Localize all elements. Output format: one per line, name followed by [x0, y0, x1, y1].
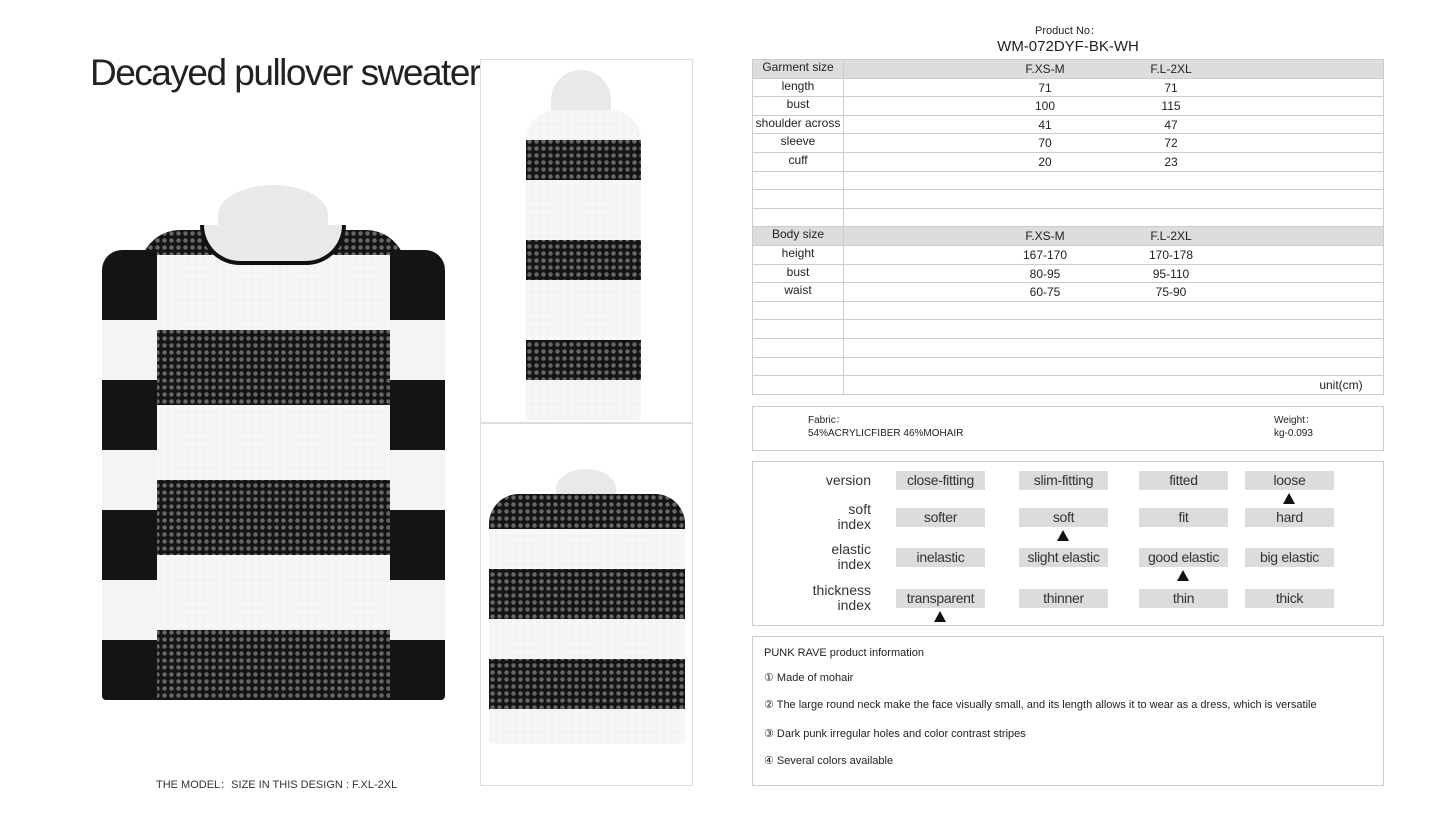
row-label: waist — [753, 283, 844, 302]
size-row — [753, 78, 1384, 97]
info-item: ① Made of mohair — [764, 672, 854, 684]
fabric-label: Fabric： — [808, 415, 846, 426]
sweater-back — [489, 494, 685, 744]
selected-indicator-icon — [1177, 570, 1189, 581]
cell-value: 170-178 — [1148, 247, 1194, 262]
cell-value: 95-110 — [1152, 266, 1190, 281]
info-item: ④ Several colors available — [764, 755, 894, 767]
fit-option: inelastic — [896, 548, 985, 567]
row-values — [844, 245, 1384, 264]
fit-option: loose — [1245, 471, 1334, 490]
row-label: height — [753, 245, 844, 264]
row-values — [844, 376, 1384, 395]
cell-value: 60-75 — [1029, 285, 1061, 300]
fit-row — [753, 541, 1383, 572]
fabric-box — [752, 406, 1384, 451]
row-values — [844, 227, 1384, 246]
garment-size-header — [753, 60, 1384, 79]
row-values — [844, 171, 1384, 190]
sweater-body — [140, 230, 406, 700]
unit-label: unit(cm) — [1319, 378, 1363, 393]
row-label — [753, 208, 844, 227]
fit-label: thickness index — [812, 582, 871, 613]
cell-value: F.L-2XL — [1150, 229, 1192, 244]
product-no-label: Product No： — [1034, 25, 1102, 37]
empty-row — [753, 171, 1384, 190]
row-values — [844, 208, 1384, 227]
row-label — [753, 357, 844, 376]
cell-value: F.XS-M — [1025, 62, 1065, 76]
main-product-photo — [90, 185, 456, 705]
info-title: PUNK RAVE product information — [764, 647, 924, 659]
row-label: length — [753, 78, 844, 97]
size-row — [753, 283, 1384, 302]
sweater-neckline — [200, 225, 346, 265]
row-values — [844, 283, 1384, 302]
cell-value: 71 — [1038, 80, 1052, 95]
fit-option: slight elastic — [1019, 548, 1108, 567]
row-label: bust — [753, 97, 844, 116]
empty-row — [753, 190, 1384, 209]
selected-indicator-icon — [934, 611, 946, 622]
product-no: WM-072DYF-BK-WH — [997, 38, 1139, 55]
fabric-value: 54%ACRYLICFIBER 46%MOHAIR — [808, 428, 964, 439]
weight-label: Weight： — [1274, 415, 1315, 426]
cell-value: 167-170 — [1022, 247, 1068, 262]
cell-value: 71 — [1164, 80, 1178, 95]
fit-option: hard — [1245, 508, 1334, 527]
row-values — [844, 190, 1384, 209]
fit-option: softer — [896, 508, 985, 527]
row-values — [844, 320, 1384, 339]
cell-value: 75-90 — [1155, 285, 1187, 300]
row-label — [753, 338, 844, 357]
row-label: sleeve — [753, 134, 844, 153]
fit-option: transparent — [896, 589, 985, 608]
fit-row — [753, 582, 1383, 613]
fit-row — [753, 471, 1383, 490]
row-values — [844, 301, 1384, 320]
sweater-side — [526, 110, 641, 420]
cell-value: 115 — [1161, 99, 1181, 114]
row-label: cuff — [753, 152, 844, 171]
fit-option: thinner — [1019, 589, 1108, 608]
side-view-photo — [480, 59, 693, 423]
fit-indices-box — [752, 461, 1384, 626]
row-label: shoulder across — [753, 115, 844, 134]
fit-label: elastic index — [831, 541, 871, 572]
info-item: ③ Dark punk irregular holes and color contrast stripes — [764, 728, 1026, 740]
selected-indicator-icon — [1283, 493, 1295, 504]
row-values — [844, 115, 1384, 134]
size-table — [752, 59, 1384, 395]
cell-value: 47 — [1164, 117, 1178, 132]
row-label — [753, 320, 844, 339]
fit-option: big elastic — [1245, 548, 1334, 567]
fit-option: fitted — [1139, 471, 1228, 490]
empty-row — [753, 357, 1384, 376]
row-label — [753, 376, 844, 395]
row-label: bust — [753, 264, 844, 283]
cell-value: 80-95 — [1029, 266, 1061, 281]
fit-label: version — [825, 472, 871, 488]
empty-row — [753, 320, 1384, 339]
product-title: Decayed pullover sweater — [90, 52, 480, 93]
size-row — [753, 245, 1384, 264]
row-values — [844, 78, 1384, 97]
fit-option: fit — [1139, 508, 1228, 527]
sweater-right-sleeve — [390, 250, 445, 700]
cell-value: 100 — [1034, 99, 1056, 114]
cell-value: 41 — [1038, 117, 1052, 132]
empty-row — [753, 208, 1384, 227]
cell-value: F.XS-M — [1025, 229, 1065, 244]
model-size-note: THE MODEL：SIZE IN THIS DESIGN : F.XL-2XL — [156, 779, 398, 791]
back-view-photo — [480, 423, 693, 786]
cell-value: 70 — [1038, 136, 1052, 151]
selected-indicator-icon — [1057, 530, 1069, 541]
unit-row — [753, 376, 1384, 395]
row-values — [844, 97, 1384, 116]
size-row — [753, 134, 1384, 153]
fit-option: soft — [1019, 508, 1108, 527]
empty-row — [753, 301, 1384, 320]
row-label — [753, 301, 844, 320]
cell-value: 72 — [1164, 136, 1178, 151]
row-label — [753, 171, 844, 190]
cell-value: 23 — [1164, 154, 1178, 169]
size-row — [753, 115, 1384, 134]
row-label: Body size — [753, 227, 844, 246]
row-values — [844, 152, 1384, 171]
row-values — [844, 338, 1384, 357]
size-row — [753, 97, 1384, 116]
fit-option: thick — [1245, 589, 1334, 608]
fit-option: close-fitting — [896, 471, 985, 490]
cell-value: F.L-2XL — [1150, 62, 1192, 76]
body-size-header — [753, 227, 1384, 246]
fit-option: thin — [1139, 589, 1228, 608]
size-row — [753, 152, 1384, 171]
row-label — [753, 190, 844, 209]
row-values — [844, 60, 1384, 79]
weight-value: kg-0.093 — [1274, 428, 1313, 439]
fit-label: soft index — [837, 501, 871, 532]
row-values — [844, 357, 1384, 376]
sweater-left-sleeve — [102, 250, 157, 700]
product-info-box — [752, 636, 1384, 786]
empty-row — [753, 338, 1384, 357]
fit-option: good elastic — [1139, 548, 1228, 567]
info-item: ② The large round neck make the face visually small, and its length allows it to wear as a dress, which is versatile — [764, 699, 1317, 711]
row-label: Garment size — [753, 60, 844, 79]
row-values — [844, 134, 1384, 153]
size-row — [753, 264, 1384, 283]
cell-value: 20 — [1038, 154, 1052, 169]
fit-row — [753, 501, 1383, 532]
row-values — [844, 264, 1384, 283]
fit-option: slim-fitting — [1019, 471, 1108, 490]
